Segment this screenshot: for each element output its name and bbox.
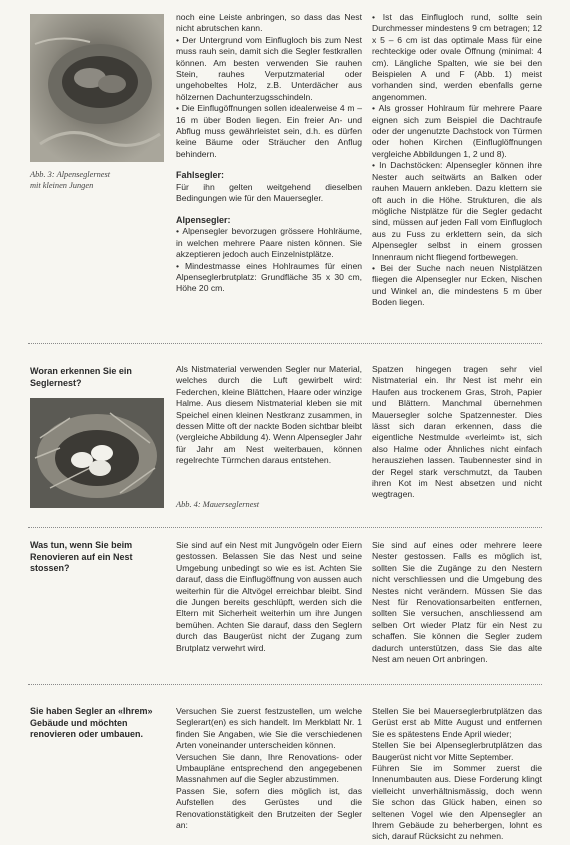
paragraph: Für ihn gelten weitgehend dieselben Bedingungen wie für den Mauersegler. xyxy=(176,181,362,204)
section-divider xyxy=(28,684,542,685)
paragraph: Versuchen Sie dann, Ihre Renovations- oder Umbaupläne entsprechend den angegebenen Massnahmen auf die Segler abzustimmen. xyxy=(176,751,362,785)
nest-with-eggs-image xyxy=(30,398,164,508)
paragraph: noch eine Leiste anbringen, so dass das Nest nicht abrutschen kann. xyxy=(176,12,362,34)
paragraph: Als Nistmaterial verwenden Segler nur Material, welches durch die Luft gewirbelt wird: Federchen, kleine Blättchen, Haare oder winzige Halme. Aus diesem Nistmaterial kleben sie mit Speichel einen kleinen Nestkranz zusammen, in dessen Mitte oft der nackte Boden sichtbar bleibt (vergleiche Abbildung 4). Wenn Alpensegler Jahr für Jahr am Nest weiterbauen, können regelrechte Türmchen daraus entstehen. xyxy=(176,364,362,466)
figure-3-caption: Abb. 3: Alpenseglernest mit kleinen Jungen xyxy=(30,170,111,190)
paragraph: Spatzen hingegen tragen sehr viel Nistmaterial ein. Ihr Nest ist mehr ein Haufen aus trockenem Gras, Stroh, Papier und Blättern. Manchmal übernehmen Mauersegler solche Spatzennester. Dies lässt sich daran erkennen, dass die eigentliche Nestmulde «verleimt» ist, sich also Halme oder Ähnliches nicht einfach herausziehen lassen. Taubennester sind in der Regel stark verschmutzt, da Tauben ihren Kot im Nest absetzen und nicht wegtragen. xyxy=(372,364,542,500)
paragraph: Versuchen Sie zuerst festzustellen, um welche Seglerart(en) es sich handelt. Im Merkblatt Nr. 1 finden Sie Angaben, wie Sie die verschiedenen Arten voneinander unterscheiden können. xyxy=(176,706,362,751)
nest-with-chicks-image xyxy=(30,14,164,162)
section2-column-3 xyxy=(372,364,542,501)
swift-nest-eggs-photo xyxy=(30,398,164,508)
section-2-heading: Woran erkennen Sie ein Seglernest? xyxy=(30,366,132,388)
section1-column-2 xyxy=(176,12,362,295)
bullet-paragraph: • Die Einflugöffnungen sollen idealerweise 4 m – 16 m über Boden liegen. Ein freier An- und Abflug muss gewährleistet sein, d.h. es dürfen keine Bäume oder Sträucher den Anflug behindern. xyxy=(176,103,362,159)
section-3-heading: Was tun, wenn Sie beim Renovieren auf ein Nest stossen? xyxy=(30,540,133,574)
bullet-paragraph: • Ist das Einflugloch rund, sollte sein Durchmesser mindestens 9 cm betragen; 12 x 5 – 6 cm ist das optimale Mass für eine rechteckige oder ovale Öffnung (minimal: 4 cm). Längliche Spalten, wie sie bei den Beispielen A und F (Abb. 1) meist vorhanden sind, werden ebenfalls gerne angenommen. xyxy=(372,12,542,102)
section-divider xyxy=(28,527,542,528)
paragraph: Sie sind auf eines oder mehrere leere Nester gestossen. Falls es möglich ist, sollten Sie die Zugänge zu den Nestern nicht verschliessen und die Umgebung des Nestes nicht verändern. Müssen Sie das Nest für Renovationsarbeiten entfernen, sollten Sie versuchen, anschliessend am selben Ort wieder Platz für ein Nest zu schaffen. Sie können die Segler zudem dadurch unterstützen, dass Sie das alte Nest am neuen Ort anbringen. xyxy=(372,540,542,665)
section3-column-2 xyxy=(176,540,362,654)
paragraph: Stellen Sie bei Mauerseglerbrutplätzen das Gerüst erst ab Mitte August und entfernen Sie es spätestens Ende April wieder; xyxy=(372,706,542,739)
bullet-paragraph: • In Dachstöcken: Alpensegler können ihre Nester auch seitwärts an Balken oder rauhen Mauern ankleben. Dazu klettern sie oft auch in die Höhe. Strukturen, die als mögliche Nistplätze für die Segler gedacht sind, müssen auf jeden Fall vom Einflugloch aus zu Fuss zu erklettern sein, da sich Alpensegler selbst in einem grossen Innenraum nicht fliegend fortbewegen. xyxy=(372,160,542,262)
alpine-swift-nest-photo xyxy=(30,14,164,162)
section1-column-3 xyxy=(372,12,542,309)
section2-column-2 xyxy=(176,364,362,467)
figure-4-caption: Abb. 4: Mauerseglernest xyxy=(176,500,260,509)
paragraph: Führen Sie im Sommer zuerst die Innenumbauten aus. Diese Forderung klingt vielleicht unverhältnismässig, doch wenn Sie schon das Glück haben, einen so seltenen Vogel wie den Alpensegler an Ihrem Gebäude zu beherbergen, lohnt es sich, darauf Rücksicht zu nehmen. xyxy=(372,763,542,842)
paragraph: Stellen Sie bei Alpenseglerbrutplätzen das Baugerüst nicht vor Mitte September. xyxy=(372,740,542,762)
bullet-paragraph: • Der Untergrund vom Einflugloch bis zum Nest muss rauh sein, damit sich die Segler festkrallen können. Am besten verwenden Sie rauhen Stein, rauhes Verputzmaterial oder ungehobeltes Holz, z.B. Unterdächer aus hölzernen Dachunterzugsschindeln. xyxy=(176,34,362,102)
section4-column-2 xyxy=(176,706,362,831)
section4-column-3 xyxy=(372,706,542,843)
bullet-paragraph: • Alpensegler bevorzugen grössere Hohlräume, in welchen mehrere Paare nisten können. Sie akzeptieren jedoch auch Einzelnistplätze. xyxy=(176,226,362,260)
paragraph: Sie sind auf ein Nest mit Jungvögeln oder Eiern gestossen. Belassen Sie das Nest und seine Umgebung unbedingt so wie es ist. Achten Sie darauf, dass die Einflugöffnung von aussen auch weiterhin für die Altvögel erreichbar bleibt. Sind die Jungen bereits geschlüpft, werden sich die Eltern mit Sicherheit weiterhin um ihre Jungen bemühen. Achten Sie darauf, dass den Seglern durch das Baugerüst nicht der Zugang zum Brutplatz verwehrt wird. xyxy=(176,540,362,653)
bullet-paragraph: • Mindestmasse eines Hohlraumes für einen Alpenseglerbrutplatz: Grundfläche 35 x 30 cm, Höhe 20 cm. xyxy=(176,260,362,294)
alpensegler-heading: Alpensegler: xyxy=(176,214,231,225)
bullet-paragraph: • Bei der Suche nach neuen Nistplätzen fliegen die Alpensegler nur Ecken, Nischen und Winkel an, die mindestens 5 m über Boden liegen. xyxy=(372,262,542,308)
section-divider xyxy=(28,343,542,344)
section-4-heading: Sie haben Segler an «Ihrem» Gebäude und möchten renovieren oder umbauen. xyxy=(30,706,153,740)
fahlsegler-heading: Fahlsegler: xyxy=(176,170,225,181)
section3-column-3 xyxy=(372,540,542,665)
bullet-paragraph: • Als grosser Hohlraum für mehrere Paare eignen sich zum Beispiel die Dachtraufe oder der ungenutzte Dachstock von Türmen oder hohen Kirchen (Einfluglöffnungen vergleiche Abbildungen 1, 2 und 8). xyxy=(372,103,542,159)
paragraph: Passen Sie, sofern dies möglich ist, das Aufstellen des Gerüstes und die Renovationstätigkeit den Brutzeiten der Segler an: xyxy=(176,785,362,831)
